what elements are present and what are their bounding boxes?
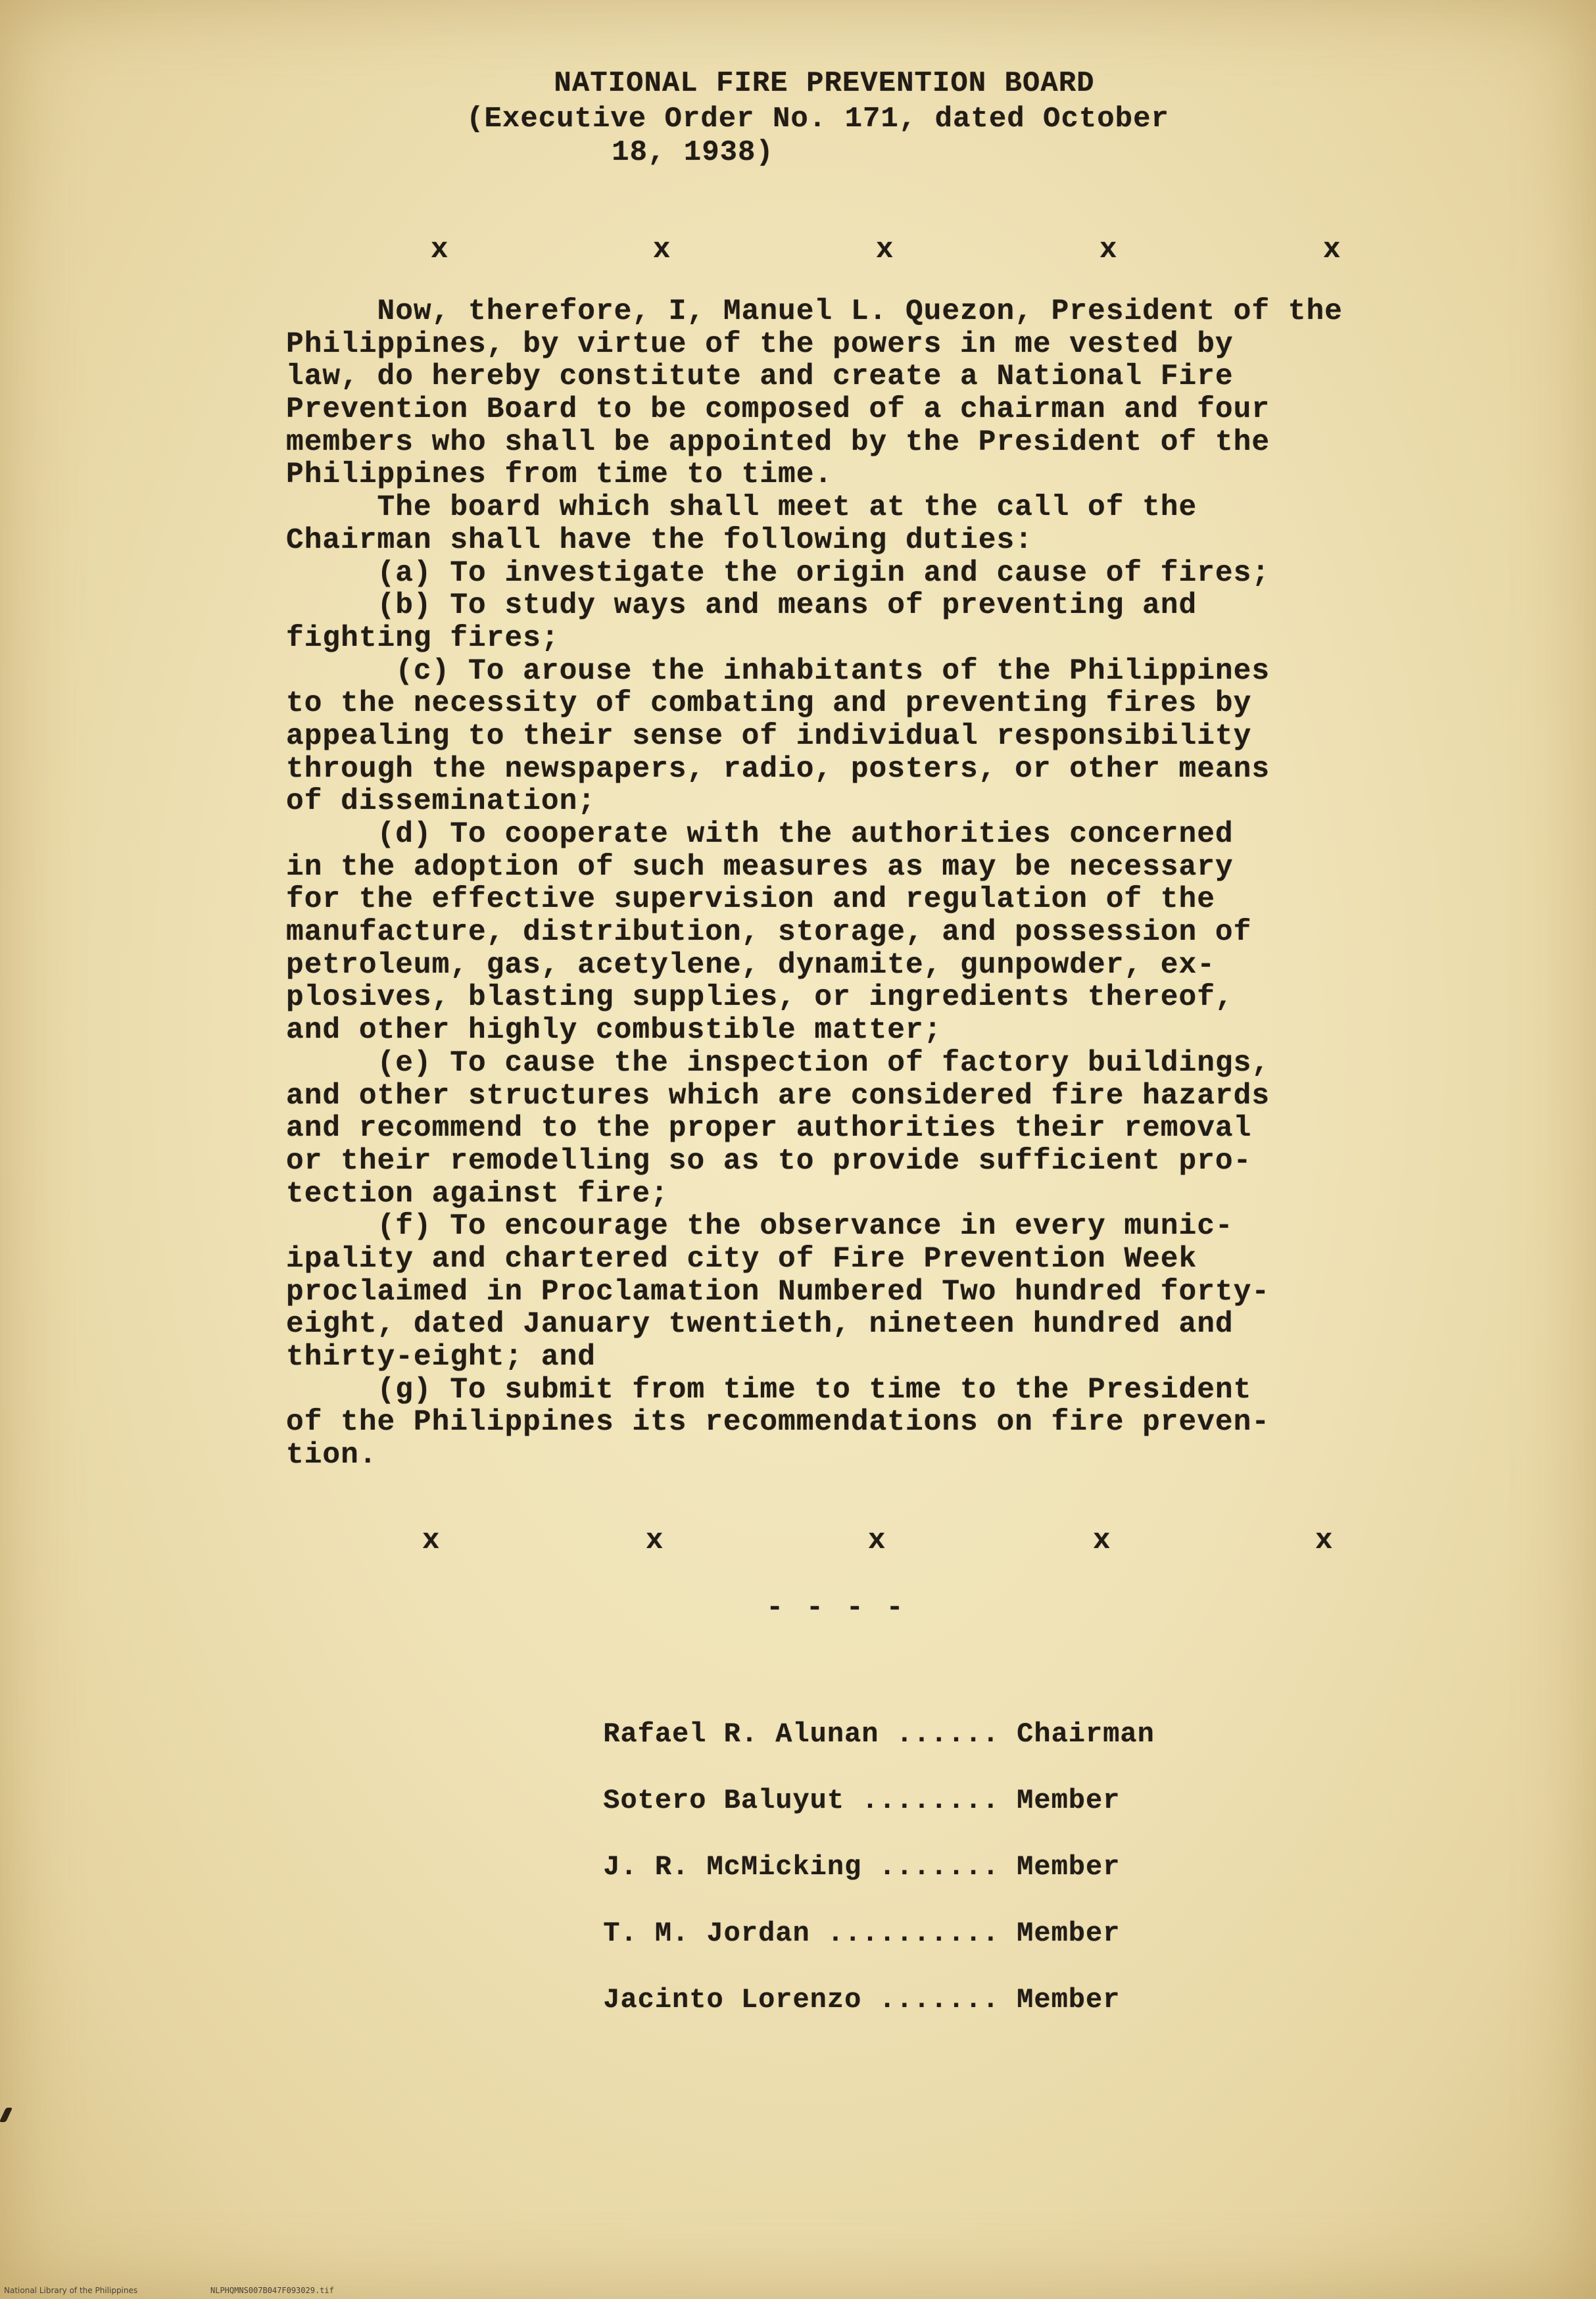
archive-source-label: National Library of the Philippines (4, 2286, 138, 2295)
member-dots: ....... (879, 1984, 1000, 2016)
document-title: NATIONAL FIRE PREVENTION BOARD (554, 67, 1095, 100)
body-line: of dissemination; (286, 785, 596, 819)
member-role: Member (1017, 1785, 1121, 1816)
body-line: in the adoption of such measures as may be necessary (286, 850, 1234, 884)
member-role: Member (1017, 1851, 1121, 1883)
body-line: eight, dated January twentieth, nineteen hundred and (286, 1308, 1234, 1342)
document-subtitle: (Executive Order No. 171, dated October (466, 103, 1169, 135)
member-name: Sotero Baluyut (603, 1785, 845, 1816)
member-dots: ........ (861, 1785, 1000, 1816)
separator-top (0, 233, 1596, 273)
body-line: fighting fires; (286, 621, 560, 655)
member-name: Jacinto Lorenzo (603, 1984, 862, 2016)
body-line: appealing to their sense of individual responsibility (286, 719, 1252, 753)
member-row (500, 1687, 1155, 1753)
separator-mark: x (1323, 233, 1342, 266)
separator-mark: x (422, 1524, 441, 1557)
body-line: petroleum, gas, acetylene, dynamite, gunpowder, ex- (286, 948, 1215, 982)
separator-mark: x (653, 233, 671, 266)
body-line: thirty-eight; and (286, 1341, 596, 1374)
body-line: The board which shall meet at the call of the (286, 491, 1197, 525)
body-line: plosives, blasting supplies, or ingredients thereof, (286, 981, 1234, 1015)
body-line: or their remodelling so as to provide sufficient pro- (286, 1144, 1252, 1178)
member-name: T. M. Jordan (603, 1918, 810, 1949)
body-line: Prevention Board to be composed of a chairman and four (286, 393, 1270, 427)
body-line: (c) To arouse the inhabitants of the Philippines (286, 654, 1270, 688)
body-line: Philippines from time to time. (286, 458, 833, 492)
member-row (500, 1753, 1155, 1820)
member-role: Chairman (1017, 1718, 1155, 1750)
ink-smudge (0, 2108, 12, 2122)
body-line: tection against fire; (286, 1177, 669, 1211)
body-line: (g) To submit from time to time to the President (286, 1373, 1252, 1407)
body-line: through the newspapers, radio, posters, or other means (286, 752, 1270, 786)
body-line: members who shall be appointed by the President of the (286, 425, 1270, 459)
order-body (286, 296, 1470, 1472)
separator-mark: x (1093, 1524, 1111, 1557)
body-line: and other structures which are considered fire hazards (286, 1079, 1270, 1113)
member-name: J. R. McMicking (603, 1851, 862, 1883)
member-dots: .......... (827, 1918, 1000, 1949)
separator-mark: x (646, 1524, 664, 1557)
member-row (500, 1952, 1155, 2019)
board-members-list (500, 1687, 1155, 2019)
separator-mark: x (431, 233, 449, 266)
separator-mark: x (1315, 1524, 1334, 1557)
separator-mark: x (1100, 233, 1118, 266)
member-role: Member (1017, 1918, 1121, 1949)
body-line: law, do hereby constitute and create a National Fire (286, 360, 1234, 394)
member-dots: ....... (879, 1851, 1000, 1883)
separator-mark: x (868, 1524, 886, 1557)
body-line: (d) To cooperate with the authorities concerned (286, 818, 1234, 851)
body-line: and other highly combustible matter; (286, 1014, 942, 1048)
body-line: Philippines, by virtue of the powers in me vested by (286, 327, 1234, 361)
body-line: manufacture, distribution, storage, and possession of (286, 916, 1252, 950)
body-line: to the necessity of combating and preventing fires by (286, 687, 1252, 721)
dash-divider: - - - - (766, 1591, 906, 1624)
body-line: (a) To investigate the origin and cause of fires; (286, 556, 1270, 590)
separator-mark: x (876, 233, 894, 266)
separator-bottom (0, 1524, 1596, 1564)
member-dots: ...... (896, 1718, 1000, 1750)
member-row (500, 1886, 1155, 1952)
member-role: Member (1017, 1984, 1121, 2016)
body-line: ipality and chartered city of Fire Prevention Week (286, 1242, 1197, 1276)
body-line: proclaimed in Proclamation Numbered Two hundred forty- (286, 1275, 1270, 1309)
body-line: (b) To study ways and means of preventing and (286, 589, 1197, 623)
body-line: Now, therefore, I, Manuel L. Quezon, President of the (286, 295, 1343, 328)
document-subtitle-date: 18, 1938) (612, 136, 774, 169)
body-line: of the Philippines its recommendations on fire preven- (286, 1406, 1270, 1440)
body-line: for the effective supervision and regulation of the (286, 883, 1215, 917)
body-line: (f) To encourage the observance in every munic- (286, 1210, 1234, 1244)
body-line: Chairman shall have the following duties: (286, 523, 1033, 557)
body-line: (e) To cause the inspection of factory buildings, (286, 1046, 1270, 1080)
body-line: and recommend to the proper authorities their removal (286, 1112, 1252, 1146)
member-row (500, 1820, 1155, 1886)
member-name: Rafael R. Alunan (603, 1718, 879, 1750)
archive-file-label: NLPHQMNS007B047F093029.tif (210, 2286, 334, 2295)
body-line: tion. (286, 1439, 377, 1472)
